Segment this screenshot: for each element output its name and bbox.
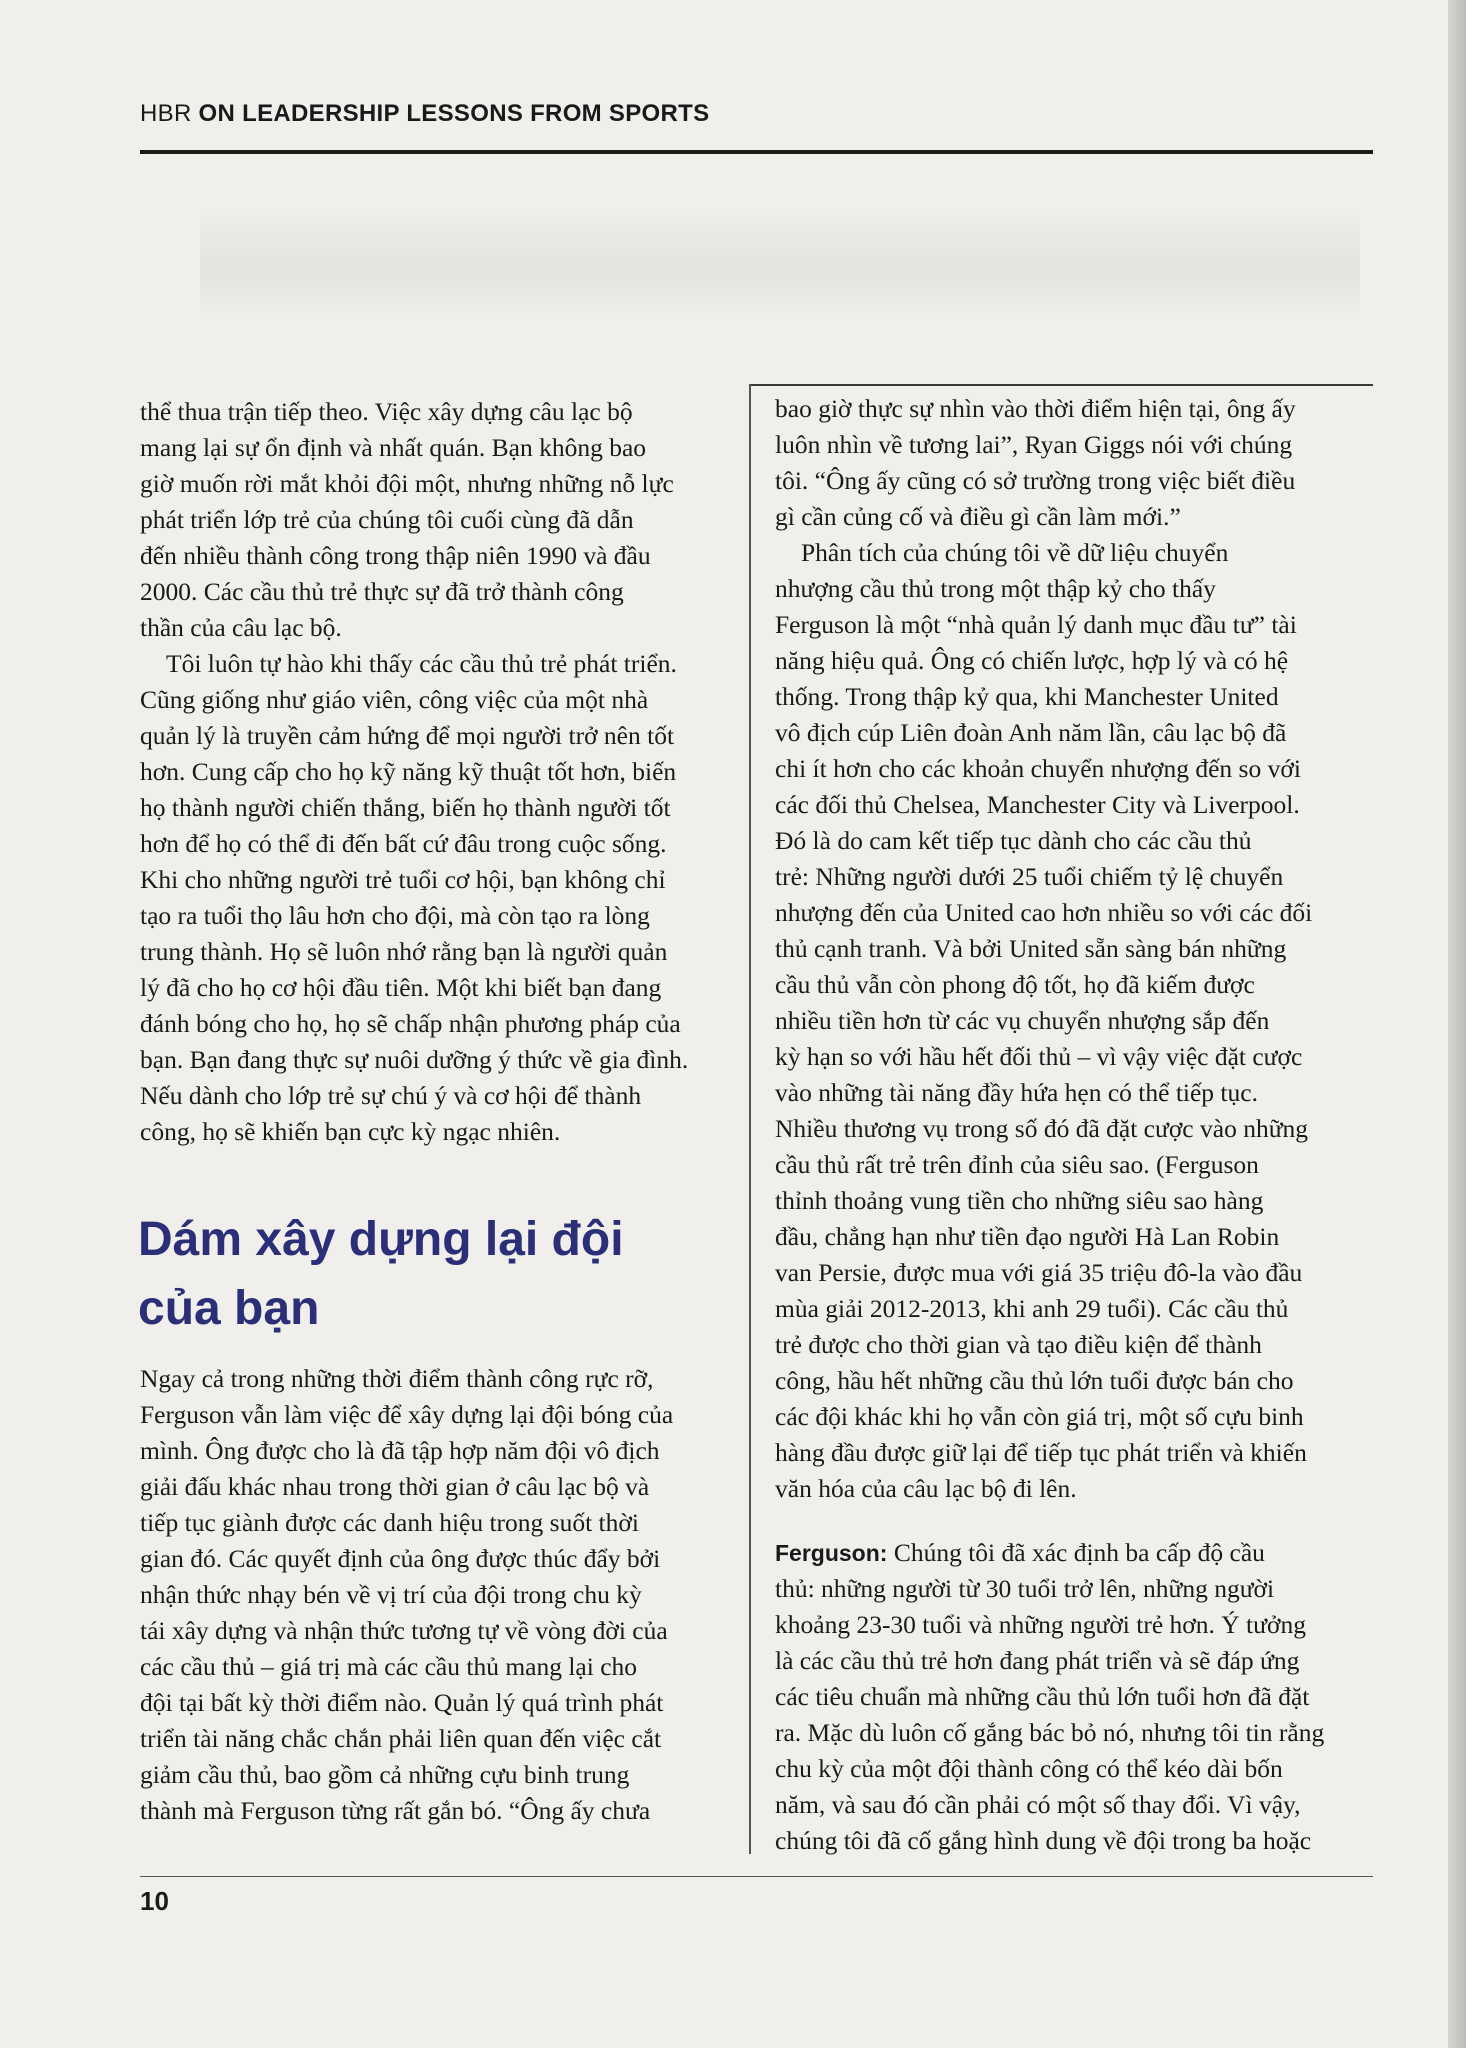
section-heading-line: của bạn <box>138 1282 320 1335</box>
text-line: tiếp tục giành được các danh hiệu trong suốt thời <box>140 1508 639 1537</box>
text-line: họ thành người chiến thắng, biến họ thành người tốt <box>140 793 671 822</box>
running-head-brand: HBR <box>140 100 192 127</box>
text-line: trung thành. Họ sẽ luôn nhớ rằng bạn là người quản <box>140 937 668 966</box>
text-line: thủ cạnh tranh. Và bởi United sẵn sàng bán những <box>775 934 1287 963</box>
text-line: Ferguson vẫn làm việc để xây dựng lại đội bóng của <box>140 1400 674 1429</box>
left-column-section <box>140 1361 730 1829</box>
text-line: mùa giải 2012-2013, khi anh 29 tuổi). Các cầu thủ <box>775 1294 1289 1323</box>
footer-rule <box>140 1876 1373 1877</box>
left-column <box>140 394 730 1150</box>
paragraph <box>140 394 730 646</box>
text-line: nhận thức nhạy bén về vị trí của đội trong chu kỳ <box>140 1580 642 1609</box>
text-line-rest: Chúng tôi đã xác định ba cấp độ cầu <box>887 1538 1265 1567</box>
text-line: gian đó. Các quyết định của ông được thúc đẩy bởi <box>140 1544 661 1573</box>
text-line: 2000. Các cầu thủ trẻ thực sự đã trở thành công <box>140 577 624 606</box>
text-line: Cũng giống như giáo viên, công việc của một nhà <box>140 685 649 714</box>
text-line: tạo ra tuổi thọ lâu hơn cho đội, mà còn tạo ra lòng <box>140 901 650 930</box>
text-line: khoảng 23-30 tuổi và những người trẻ hơn. Ý tưởng <box>775 1610 1306 1639</box>
header-rule <box>140 150 1373 154</box>
text-line: hơn để họ có thể đi đến bất cứ đâu trong cuộc sống. <box>140 829 667 858</box>
text-line: đầu, chẳng hạn như tiền đạo người Hà Lan Robin <box>775 1222 1280 1251</box>
text-line: năng hiệu quả. Ông có chiến lược, hợp lý và có hệ <box>775 646 1289 675</box>
text-line <box>775 1535 1375 1571</box>
text-line: Ferguson là một “nhà quản lý danh mục đầu tư” tài <box>775 610 1297 639</box>
text-line: vô địch cúp Liên đoàn Anh năm lần, câu lạc bộ đã <box>775 718 1287 747</box>
section-heading-line: Dám xây dựng lại đội <box>138 1213 624 1266</box>
text-line: vào những tài năng đầy hứa hẹn có thể tiếp tục. <box>775 1078 1258 1107</box>
running-head-title: ON LEADERSHIP LESSONS FROM SPORTS <box>198 100 710 127</box>
text-line: trẻ: Những người dưới 25 tuổi chiếm tỷ lệ chuyển <box>775 862 1284 891</box>
speaker-label: Ferguson: <box>775 1540 888 1566</box>
paragraph <box>140 1361 730 1829</box>
text-line: các cầu thủ – giá trị mà các cầu thủ mang lại cho <box>140 1652 638 1681</box>
text-line: kỳ hạn so với hầu hết đối thủ – vì vậy việc đặt cược <box>775 1042 1303 1071</box>
column-divider <box>749 384 751 1854</box>
text-line: đội tại bất kỳ thời điểm nào. Quản lý quá trình phát <box>140 1688 664 1717</box>
text-line: Nhiều thương vụ trong số đó đã đặt cược vào những <box>775 1114 1309 1143</box>
paragraph <box>775 535 1375 1507</box>
text-line: triển tài năng chắc chắn phải liên quan đến việc cắt <box>140 1724 662 1753</box>
text-line: thần của câu lạc bộ. <box>140 613 342 642</box>
text-line: thể thua trận tiếp theo. Việc xây dựng câu lạc bộ <box>140 397 633 426</box>
text-line: trẻ được cho thời gian và tạo điều kiện để thành <box>775 1330 1262 1359</box>
page-number: 10 <box>140 1886 169 1916</box>
text-line: Đó là do cam kết tiếp tục dành cho các cầu thủ <box>775 826 1252 855</box>
text-line: mình. Ông được cho là đã tập hợp năm đội vô địch <box>140 1436 660 1465</box>
text-line: bao giờ thực sự nhìn vào thời điểm hiện tại, ông ấy <box>775 394 1296 423</box>
paragraph <box>775 1535 1375 1859</box>
text-line: tái xây dựng và nhận thức tương tự về vòng đời của <box>140 1616 668 1645</box>
text-line: nhiều tiền hơn từ các vụ chuyển nhượng sắp đến <box>775 1006 1270 1035</box>
text-line: thành mà Ferguson từng rất gắn bó. “Ông ấy chưa <box>140 1796 651 1825</box>
text-line: giờ muốn rời mắt khỏi đội một, nhưng những nỗ lực <box>140 469 674 498</box>
show-through-band <box>200 210 1360 320</box>
text-line: văn hóa của câu lạc bộ đi lên. <box>775 1474 1077 1503</box>
section-heading <box>138 1205 624 1343</box>
text-line: chúng tôi đã cố gắng hình dung về đội trong ba hoặc <box>775 1826 1312 1855</box>
text-line: nhượng cầu thủ trong một thập kỷ cho thấy <box>775 574 1216 603</box>
paragraph-gap <box>775 1507 1375 1535</box>
text-line: chi ít hơn cho các khoản chuyển nhượng đến so với <box>775 754 1301 783</box>
text-line: van Persie, được mua với giá 35 triệu đô-la vào đầu <box>775 1258 1303 1287</box>
text-line: công, hầu hết những cầu thủ lớn tuổi được bán cho <box>775 1366 1294 1395</box>
text-line: luôn nhìn về tương lai”, Ryan Giggs nói với chúng <box>775 430 1293 459</box>
text-line: Khi cho những người trẻ tuổi cơ hội, bạn không chỉ <box>140 865 666 894</box>
text-line: cầu thủ rất trẻ trên đỉnh của siêu sao. (Ferguson <box>775 1150 1259 1179</box>
text-line: mang lại sự ổn định và nhất quán. Bạn không bao <box>140 433 647 462</box>
text-line: Ngay cả trong những thời điểm thành công rực rỡ, <box>140 1364 654 1393</box>
right-column-top-rule <box>750 384 1373 386</box>
text-line: phát triển lớp trẻ của chúng tôi cuối cùng đã dẫn <box>140 505 634 534</box>
text-line: năm, và sau đó cần phải có một số thay đổi. Vì vậy, <box>775 1790 1301 1819</box>
text-line: cầu thủ vẫn còn phong độ tốt, họ đã kiếm được <box>775 970 1255 999</box>
text-line: công, họ sẽ khiến bạn cực kỳ ngạc nhiên. <box>140 1117 561 1146</box>
paragraph <box>775 391 1375 535</box>
running-head <box>140 100 709 128</box>
text-line: các đối thủ Chelsea, Manchester City và Liverpool. <box>775 790 1300 819</box>
text-line: lý đã cho họ cơ hội đầu tiên. Một khi biết bạn đang <box>140 973 662 1002</box>
text-line: thủ: những người từ 30 tuổi trở lên, những người <box>775 1574 1275 1603</box>
paragraph <box>140 646 730 1150</box>
text-line: thống. Trong thập kỷ qua, khi Manchester United <box>775 682 1279 711</box>
text-line: gì cần củng cố và điều gì cần làm mới.” <box>775 502 1181 531</box>
text-line: chu kỳ của một đội thành công có thể kéo dài bốn <box>775 1754 1283 1783</box>
text-line: quản lý là truyền cảm hứng để mọi người trở nên tốt <box>140 721 675 750</box>
text-line: đến nhiều thành công trong thập niên 1990 và đầu <box>140 541 651 570</box>
text-line: các tiêu chuẩn mà những cầu thủ lớn tuổi hơn đã đặt <box>775 1682 1310 1711</box>
text-line: tôi. “Ông ấy cũng có sở trường trong việc biết điều <box>775 466 1296 495</box>
text-line: các đội khác khi họ vẫn còn giá trị, một số cựu binh <box>775 1402 1304 1431</box>
text-line: Phân tích của chúng tôi về dữ liệu chuyển <box>801 538 1229 567</box>
text-line: thỉnh thoảng vung tiền cho những siêu sao hàng <box>775 1186 1264 1215</box>
text-line: bạn. Bạn đang thực sự nuôi dưỡng ý thức về gia đình. <box>140 1045 689 1074</box>
right-column <box>775 391 1375 1859</box>
text-line: ra. Mặc dù luôn cố gắng bác bỏ nó, nhưng tôi tin rằng <box>775 1718 1325 1747</box>
text-line: Nếu dành cho lớp trẻ sự chú ý và cơ hội để thành <box>140 1081 642 1110</box>
text-line: nhượng đến của United cao hơn nhiều so với các đối <box>775 898 1313 927</box>
text-line: giải đấu khác nhau trong thời gian ở câu lạc bộ và <box>140 1472 650 1501</box>
text-line: đánh bóng cho họ, họ sẽ chấp nhận phương pháp của <box>140 1009 681 1038</box>
page-edge <box>1448 0 1466 2048</box>
text-line: hàng đầu được giữ lại để tiếp tục phát triển và khiến <box>775 1438 1307 1467</box>
text-line: Tôi luôn tự hào khi thấy các cầu thủ trẻ phát triển. <box>166 649 677 678</box>
text-line: giảm cầu thủ, bao gồm cả những cựu binh trung <box>140 1760 630 1789</box>
text-line: là các cầu thủ trẻ hơn đang phát triển và sẽ đáp ứng <box>775 1646 1300 1675</box>
text-line: hơn. Cung cấp cho họ kỹ năng kỹ thuật tốt hơn, biến <box>140 757 677 786</box>
